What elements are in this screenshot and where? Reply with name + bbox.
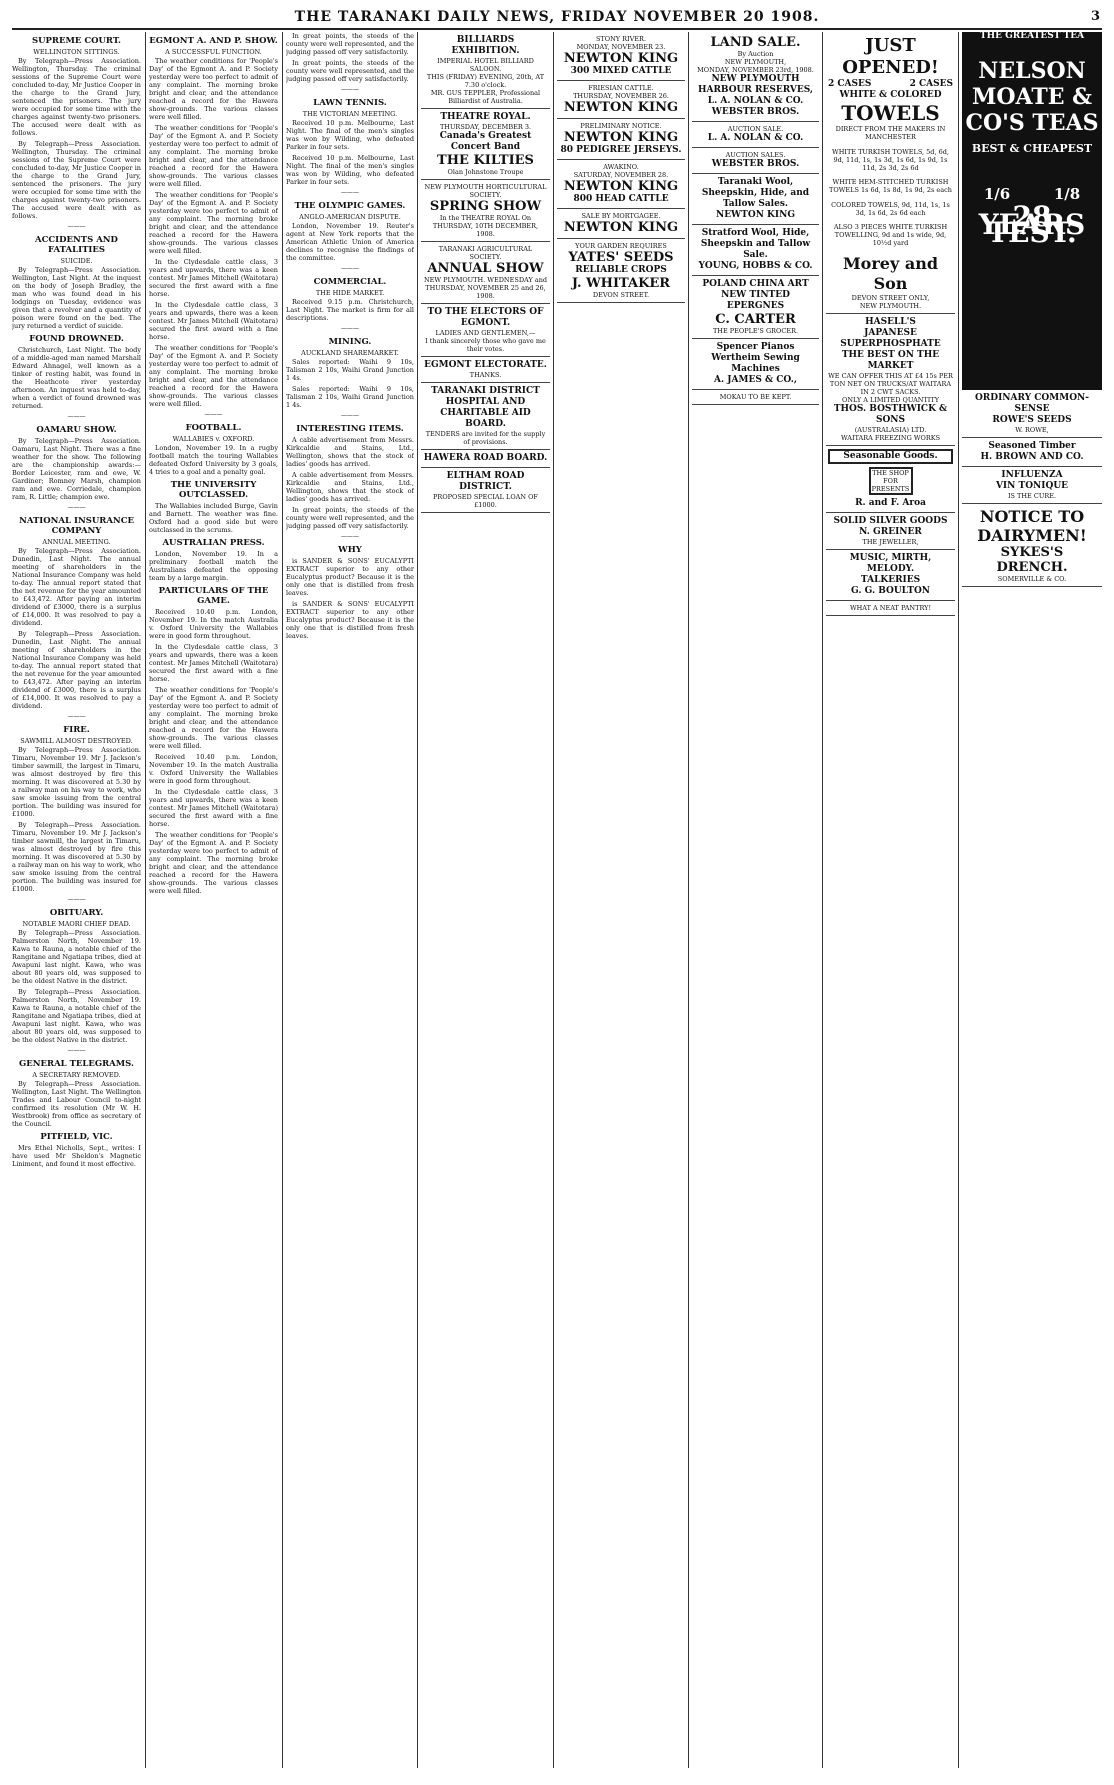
article-text: London, November 19. In a preliminary football match the Australians defeated the opposing team by a large margin. bbox=[149, 550, 278, 582]
column-1: SUPREME COURT. WELLINGTON SITTINGS. By Telegraph—Press Association. Wellington, Thursday. The criminal sessions of the Supreme Court were concluded to-day, Mr Justice Cooper in the charge to the Grand Jury, sentenced the prisoners. The jury were occupied for some time with the charges against twenty-two prisoners. The accused were dealt with as follows. By Telegraph—Press Association. Wellington, Thursday. The criminal sessions of the Supreme Court were concluded to-day, Mr Justice Cooper in the charge to the Grand Jury, sentenced the prisoners. The jury were occupied for some time with the charges against twenty-two prisoners. The accused were dealt with as follows. ——— ACCIDENTS AND FATALITIES SUICIDE. By Telegraph—Press Association. Wellington, Last Night. At the inquest on the body of Joseph Bradley, the man who was found dead in his lodgings on Tuesday, evidence was given that a revolver and a quantity of poison were found on the bed. The jury returned a verdict of suicide. FOUND DROWNED. Christchurch, Last Night. The body of a middle-aged man named Marshall Edward Ahnagel, well known as a tinker of resting habit, was found in the Heathcote river yesterday afternoon. An inquest was held to-day, when a verdict of found drowned was returned. ——— OAMARU SHOW. By Telegraph—Press Association. Oamaru, Last Night. There was a fine weather for the show. The following are the championship awards:—Border Leicester, ram and ewe, W. Gardiner; Romney Marsh, champion ram and ewe. Corriedale, champion ram, R. Little; champion ewe. ——— NATIONAL INSURANCE COMPANY ANNUAL MEETING. By Telegraph—Press Association. Dunedin, Last Night. The annual meeting of shareholders in the National Insurance Company was held to-day. The annual report stated that the net revenue for the year amounted to £43,472. After paying an interim dividend of £3000, there is a surplus of £14,000. It was resolved to pay a dividend. By Telegraph—Press Association. Dunedin, Last Night. The annual meeting of shareholders in the National Insurance Company was held to-day. The annual report stated that the net revenue for the year amounted to £43,472. After paying an interim dividend of £3000, there is a surplus of £14,000. It was resolved to pay a dividend. ——— FIRE. SAWMILL ALMOST DESTROYED. By Telegraph—Press Association. Timaru, November 19. Mr J. Jackson's timber sawmill, the largest in Timaru, was almost destroyed by fire this morning. It was discovered at 5.30 by a railway man on his way to work, who saw smoke issuing from the central portion. The building was insured for £1000. By Telegraph—Press Association. Timaru, November 19. Mr J. Jackson's timber sawmill, the largest in Timaru, was almost destroyed by fire this morning. It was discovered at 5.30 by a railway man on his way to work, who saw smoke issuing from the central portion. The building was insured for £1000. ——— OBITUARY. NOTABLE MAORI CHIEF DEAD. By Telegraph—Press Association. Palmerston North, November 19. Kawa te Rauna, a notable chief of the Rangitane and Ngatiapa tribes, died at Awapuni last night. Kawa, who was about 80 years old, was supposed to be the oldest Native in the district. By Telegraph—Press Association. Palmerston North, November 19. Kawa te Rauna, a notable chief of the Rangitane and Ngatiapa tribes, died at Awapuni last night. Kawa, who was about 80 years old, was supposed to be the oldest Native in the district. ——— GENERAL TELEGRAMS. A SECRETARY REMOVED. By Telegraph—Press Association. Wellington, Last Night. The Wellington Trades and Labour Council to-night confirmed its resolution (Mr W. H. Westbrook) from office as secretary of the Council. PITFIELD, VIC. Mrs Ethel Nicholls, Sept., writes: I have used Mr Sheldon's Magnetic Liniment, and found it most effective. bbox=[12, 36, 141, 1168]
subheadline: NOTABLE MAORI CHIEF DEAD. bbox=[22, 920, 131, 928]
article-text: London, November 19. Reuter's agent at New York reports that the American Athletic Union of America declines to recognise the findings of the committee. bbox=[286, 222, 414, 262]
article-text: is SANDER & SONS' EUCALYPTI EXTRACT superior to any other Eucalyptus product? Because it is the only one that is distilled from fresh leaves. bbox=[286, 557, 414, 597]
talkeries-ad: MUSIC, MIRTH, MELODY. TALKERIES G. G. BOULTON bbox=[826, 550, 955, 601]
article-text: By Telegraph—Press Association. Palmerston North, November 19. Kawa te Rauna, a notable chief of the Rangitane and Ngatiapa tribes, died at Awapuni last night. Kawa, who was about 80 years old, was supposed to be the oldest Native in the district. bbox=[12, 988, 141, 1044]
article-text: In the Clydesdale cattle class, 3 years and upwards, there was a keen contest. Mr James Mitchell (Waitotara) secured the first award with a fine horse. bbox=[149, 788, 278, 828]
seasonable-goods-ad: Seasonable Goods. THE SHOP FOR PRESENTS R. and F. Aroa bbox=[826, 446, 955, 513]
article-text: London, November 19. In a rugby football match the touring Wallabies defeated Oxford University by 3 goals, 4 tries to a goal and a penalty goal. bbox=[149, 444, 278, 476]
column-5 bbox=[557, 32, 685, 1768]
article-text: By Telegraph—Press Association. Wellington, Last Night. The Wellington Trades and Labour Council to-night confirmed its resolution (Mr W. H. Westbrook) from office as secretary of the Council. bbox=[12, 1080, 141, 1128]
article-text: By Telegraph—Press Association. Wellington, Thursday. The criminal sessions of the Supreme Court were concluded to-day, Mr Justice Cooper in the charge to the Grand Jury, sentenced the prisoners. The jury were occupied for some time with the charges against twenty-two prisoners. The accused were dealt with as follows. bbox=[12, 140, 141, 220]
headline: FIRE. bbox=[63, 725, 90, 735]
column-8 bbox=[962, 32, 1102, 1768]
headline: FOOTBALL. bbox=[185, 423, 242, 433]
stock-sale-ad: PRELIMINARY NOTICE. NEWTON KING 80 PEDIGREE JERSEYS. bbox=[557, 119, 685, 160]
land-sale-ad: LAND SALE. By Auction NEW PLYMOUTH, MONDAY, NOVEMBER 23rd, 1908. NEW PLYMOUTH HARBOUR RESERVES, L. A. NOLAN & CO. WEBSTER BROS. bbox=[692, 32, 819, 122]
auction-sales-ad: AUCTION SALES. WEBSTER BROS. bbox=[692, 148, 819, 174]
headline: LAWN TENNIS. bbox=[313, 98, 387, 108]
loan-notice: ELTHAM ROAD DISTRICT. PROPOSED SPECIAL LOAN OF £1000. bbox=[421, 468, 550, 513]
article-text: The weather conditions for 'People's Day' of the Egmont A. and P. Society yesterday were too perfect to admit of any complaint. The morning broke bright and clear, and the attendance reached a record for the Hawera show-grounds. The various classes were well filled. bbox=[149, 124, 278, 188]
column-rule bbox=[958, 32, 959, 1768]
grocer-ad: POLAND CHINA ART NEW TINTED EPERGNES C. CARTER THE PEOPLE'S GROCER. bbox=[692, 276, 819, 339]
headline: SUPREME COURT. bbox=[31, 36, 122, 46]
seeds-ad: ORDINARY COMMON-SENSE ROWE'S SEEDS W. ROWE, bbox=[962, 390, 1102, 438]
headline: AUSTRALIAN PRESS. bbox=[162, 538, 265, 548]
column-rule bbox=[553, 32, 554, 1768]
road-board-notice: HAWERA ROAD BOARD. bbox=[421, 450, 550, 468]
headline: THE OLYMPIC GAMES. bbox=[294, 201, 406, 211]
theatre-ad: THEATRE ROYAL. THURSDAY, DECEMBER 3. Canada's Greatest Concert Band THE KILTIES Olan Johnstone Troupe bbox=[421, 109, 550, 180]
page-number: 3 bbox=[1090, 9, 1100, 24]
article-text: Mrs Ethel Nicholls, Sept., writes: I have used Mr Sheldon's Magnetic Liniment, and found it most effective. bbox=[12, 1144, 141, 1168]
article-text: The weather conditions for 'People's Day' of the Egmont A. and P. Society yesterday were too perfect to admit of any complaint. The morning broke bright and clear, and the attendance reached a record for the Hawera show-grounds. The various classes were well filled. bbox=[149, 344, 278, 408]
column-rule bbox=[822, 32, 823, 1768]
column-rule bbox=[282, 32, 283, 1768]
column-3: In great points, the steeds of the county were well represented, and the judging passed off very satisfactorily. In great points, the steeds of the county were well represented, and the judging passed off very satisfactorily. ——— LAWN TENNIS. THE VICTORIAN MEETING. Received 10 p.m. Melbourne, Last Night. The final of the men's singles was won by Wilding, who defeated Parker in four sets. Received 10 p.m. Melbourne, Last Night. The final of the men's singles was won by Wilding, who defeated Parker in four sets. ——— THE OLYMPIC GAMES. ANGLO-AMERICAN DISPUTE. London, November 19. Reuter's agent at New York reports that the American Athletic Union of America declines to recognise the findings of the committee. ——— COMMERCIAL. THE HIDE MARKET. Received 9.15 p.m. Christchurch, Last Night. The market is firm for all descriptions. ——— MINING. AUCKLAND SHAREMARKET. Sales reported: Waihi 9 10s, Talisman 2 10s, Waihi Grand Junction 1 4s. Sales reported: Waihi 9 10s, Talisman 2 10s, Waihi Grand Junction 1 4s. ——— INTERESTING ITEMS. A cable advertisement from Messrs. Kirkcaldie and Stains, Ltd., Wellington, shows that the stock of ladies' goods has arrived. A cable advertisement from Messrs. Kirkcaldie and Stains, Ltd., Wellington, shows that the stock of ladies' goods has arrived. In great points, the steeds of the county were well represented, and the judging passed off very satisfactorily. ——— WHY is SANDER & SONS' EUCALYPTI EXTRACT superior to any other Eucalyptus product? Because it is the only one that is distilled from fresh leaves. is SANDER & SONS' EUCALYPTI EXTRACT superior to any other Eucalyptus product? Because it is the only one that is distilled from fresh leaves. bbox=[286, 32, 414, 640]
article-text: Sales reported: Waihi 9 10s, Talisman 2 10s, Waihi Grand Junction 1 4s. bbox=[286, 358, 414, 382]
headline: GENERAL TELEGRAMS. bbox=[19, 1059, 134, 1069]
article-text: By Telegraph—Press Association. Dunedin, Last Night. The annual meeting of shareholders in the National Insurance Company was held to-day. The annual report stated that the net revenue for the year amounted to £43,472. After paying an interim dividend of £3000, there is a surplus of £14,000. It was resolved to pay a dividend. bbox=[12, 547, 141, 627]
pianos-ad: Spencer Pianos Wertheim Sewing Machines A. JAMES & CO., bbox=[692, 339, 819, 390]
article-text: By Telegraph—Press Association. Timaru, November 19. Mr J. Jackson's timber sawmill, the largest in Timaru, was almost destroyed by fire this morning. It was discovered at 5.30 by a railway man on his way to work, who saw smoke issuing from the central portion. The building was insured for £1000. bbox=[12, 746, 141, 818]
headline: OBITUARY. bbox=[49, 908, 104, 918]
headline: WHY bbox=[338, 545, 362, 555]
silver-goods-ad: SOLID SILVER GOODS N. GREINER THE JEWELLER, bbox=[826, 513, 955, 550]
article-text: The weather conditions for 'People's Day' of the Egmont A. and P. Society yesterday were too perfect to admit of any complaint. The morning broke bright and clear, and the attendance reached a record for the Hawera show-grounds. The various classes were well filled. bbox=[149, 831, 278, 895]
stock-sale-ad: AWAKINO. SATURDAY, NOVEMBER 28. NEWTON KING 800 HEAD CATTLE bbox=[557, 160, 685, 209]
columns bbox=[12, 32, 1102, 1768]
headline: COMMERCIAL. bbox=[313, 277, 387, 287]
tea-ad: THE GREATEST TEA NELSON MOATE & CO'S TEAS BEST & CHEAPEST 1/6 1/8 28 YEARS TEST. bbox=[962, 32, 1102, 390]
subheadline: SUICIDE. bbox=[60, 257, 93, 265]
influenza-ad: INFLUENZA VIN TONIQUE IS THE CURE. bbox=[962, 467, 1102, 504]
stock-sale-ad: STONY RIVER. MONDAY, NOVEMBER 23. NEWTON KING 300 MIXED CATTLE bbox=[557, 32, 685, 81]
article-text: By Telegraph—Press Association. Dunedin, Last Night. The annual meeting of shareholders in the National Insurance Company was held to-day. The annual report stated that the net revenue for the year amounted to £43,472. After paying an interim dividend of £3000, there is a surplus of £14,000. It was resolved to pay a dividend. bbox=[12, 630, 141, 710]
newspaper-page bbox=[12, 8, 1102, 1768]
article-text: The Wallabies included Burge, Gavin and Barnett. The weather was fine. Oxford had a good side but were outclassed in the scrums. bbox=[149, 502, 278, 534]
article-text: Received 10.40 p.m. London, November 19. In the match Australia v. Oxford University the Wallabies were in good form throughout. bbox=[149, 753, 278, 785]
column-rule bbox=[417, 32, 418, 1768]
subheadline: THE HIDE MARKET. bbox=[315, 289, 385, 297]
column-rule bbox=[145, 32, 146, 1768]
article-text: By Telegraph—Press Association. Palmerston North, November 19. Kawa te Rauna, a notable chief of the Rangitane and Ngatiapa tribes, died at Awapuni last night. Kawa, who was about 80 years old, was supposed to be the oldest Native in the district. bbox=[12, 929, 141, 985]
subheadline: A SUCCESSFUL FUNCTION. bbox=[165, 48, 262, 56]
hospital-notice: TARANAKI DISTRICT HOSPITAL AND CHARITABLE AID BOARD. TENDERS are invited for the supply of provisions. bbox=[421, 383, 550, 450]
electorate-notice: EGMONT ELECTORATE. THANKS. bbox=[421, 357, 550, 383]
wool-sale-ad: Taranaki Wool, Sheepskin, Hide, and Tallow Sales. NEWTON KING bbox=[692, 174, 819, 225]
article-text: The weather conditions for 'People's Day' of the Egmont A. and P. Society yesterday were too perfect to admit of any complaint. The morning broke bright and clear, and the attendance reached a record for the Hawera show-grounds. The various classes were well filled. bbox=[149, 686, 278, 750]
article-text: Christchurch, Last Night. The body of a middle-aged man named Marshall Edward Ahnagel, well known as a tinker of resting habit, was found in the Heathcote river yesterday afternoon. An inquest was held to-day, when a verdict of found drowned was returned. bbox=[12, 346, 141, 410]
dairymen-ad: NOTICE TO DAIRYMEN! SYKES'S DRENCH. SOMERVILLE & CO. bbox=[962, 504, 1102, 587]
headline: OAMARU SHOW. bbox=[36, 425, 117, 435]
article-text: In the Clydesdale cattle class, 3 years and upwards, there was a keen contest. Mr James Mitchell (Waitotara) secured the first award with a fine horse. bbox=[149, 258, 278, 298]
article-text: In the Clydesdale cattle class, 3 years and upwards, there was a keen contest. Mr James Mitchell (Waitotara) secured the first award with a fine horse. bbox=[149, 301, 278, 341]
billiards-ad: BILLIARDS EXHIBITION. IMPERIAL HOTEL BILLIARD SALOON. THIS (FRIDAY) EVENING, 20th, AT 7.30 o'clock. MR. GUS TEPPLER, Professional Billiardist of Australia. bbox=[421, 32, 550, 109]
masthead bbox=[12, 8, 1102, 30]
stock-sale-ad: SALE BY MORTGAGEE. NEWTON KING bbox=[557, 209, 685, 239]
seeds-ad: YOUR GARDEN REQUIRES YATES' SEEDS RELIABLE CROPS J. WHITAKER DEVON STREET. bbox=[557, 239, 685, 303]
column-2: EGMONT A. AND P. SHOW. A SUCCESSFUL FUNCTION. The weather conditions for 'People's Day' of the Egmont A. and P. Society yesterday were too perfect to admit of any complaint. The morning broke bright and clear, and the attendance reached a record for the Hawera show-grounds. The various classes were well filled. The weather conditions for 'People's Day' of the Egmont A. and P. Society yesterday were too perfect to admit of any complaint. The morning broke bright and clear, and the attendance reached a record for the Hawera show-grounds. The various classes were well filled. The weather conditions for 'People's Day' of the Egmont A. and P. Society yesterday were too perfect to admit of any complaint. The morning broke bright and clear, and the attendance reached a record for the Hawera show-grounds. The various classes were well filled. In the Clydesdale cattle class, 3 years and upwards, there was a keen contest. Mr James Mitchell (Waitotara) secured the first award with a fine horse. In the Clydesdale cattle class, 3 years and upwards, there was a keen contest. Mr James Mitchell (Waitotara) secured the first award with a fine horse. The weather conditions for 'People's Day' of the Egmont A. and P. Society yesterday were too perfect to admit of any complaint. The morning broke bright and clear, and the attendance reached a record for the Hawera show-grounds. The various classes were well filled. ——— FOOTBALL. WALLABIES v. OXFORD. London, November 19. In a rugby football match the touring Wallabies defeated Oxford University by 3 goals, 4 tries to a goal and a penalty goal. THE UNIVERSITY OUTCLASSED. The Wallabies included Burge, Gavin and Barnett. The weather was fine. Oxford had a good side but were outclassed in the scrums. AUSTRALIAN PRESS. London, November 19. In a preliminary football match the Australians defeated the opposing team by a large margin. PARTICULARS OF THE GAME. Received 10.40 p.m. London, November 19. In the match Australia v. Oxford University the Wallabies were in good form throughout. In the Clydesdale cattle class, 3 years and upwards, there was a keen contest. Mr James Mitchell (Waitotara) secured the first award with a fine horse. The weather conditions for 'People's Day' of the Egmont A. and P. Society yesterday were too perfect to admit of any complaint. The morning broke bright and clear, and the attendance reached a record for the Hawera show-grounds. The various classes were well filled. Received 10.40 p.m. London, November 19. In the match Australia v. Oxford University the Wallabies were in good form throughout. In the Clydesdale cattle class, 3 years and upwards, there was a keen contest. Mr James Mitchell (Waitotara) secured the first award with a fine horse. The weather conditions for 'People's Day' of the Egmont A. and P. Society yesterday were too perfect to admit of any complaint. The morning broke bright and clear, and the attendance reached a record for the Hawera show-grounds. The various classes were well filled. bbox=[149, 36, 278, 895]
mokau-notice: MOKAU TO BE KEPT. bbox=[692, 390, 819, 405]
article-text: Received 9.15 p.m. Christchurch, Last Night. The market is firm for all descriptions. bbox=[286, 298, 414, 322]
article-text: By Telegraph—Press Association. Wellington, Thursday. The criminal sessions of the Supreme Court were concluded to-day, Mr Justice Cooper in the charge to the Grand Jury, sentenced the prisoners. The jury were occupied for some time with the charges against twenty-two prisoners. The accused were dealt with as follows. bbox=[12, 57, 141, 137]
towels-ad: JUST OPENED! 2 CASES 2 CASES WHITE & COLORED TOWELS DIRECT FROM THE MAKERS IN MANCHESTER WHITE TURKISH TOWELS, 5d, 6d, 9d, 11d, 1s, 1s 3d, 1s 6d, 1s 9d, 1s 11d, 2s 3d, 2s 6d WHITE HEM-STITCHED TURKISH TOWELS 1s 6d, 1s 8d, 1s 9d, 2s each COLORED TOWELS, 9d, 11d, 1s, 1s 3d, 1s 6d, 2s 6d each ALSO 3 PIECES WHITE TURKISH TOWELLING, 9d and 1s wide, 9d, 10½d yard Morey and Son DEVON STREET ONLY, NEW PLYMOUTH. bbox=[826, 32, 955, 314]
subheadline: ANNUAL MEETING. bbox=[42, 538, 111, 546]
article-text: The weather conditions for 'People's Day' of the Egmont A. and P. Society yesterday were too perfect to admit of any complaint. The morning broke bright and clear, and the attendance reached a record for the Hawera show-grounds. The various classes were well filled. bbox=[149, 57, 278, 121]
headline: EGMONT A. AND P. SHOW. bbox=[149, 36, 278, 46]
wool-sale-ad: Stratford Wool, Hide, Sheepskin and Tallow Sale. YOUNG, HOBBS & CO. bbox=[692, 225, 819, 276]
article-text: The weather conditions for 'People's Day' of the Egmont A. and P. Society yesterday were too perfect to admit of any complaint. The morning broke bright and clear, and the attendance reached a record for the Hawera show-grounds. The various classes were well filled. bbox=[149, 191, 278, 255]
headline: NATIONAL INSURANCE COMPANY bbox=[19, 516, 134, 536]
headline: PITFIELD, VIC. bbox=[40, 1132, 113, 1142]
column-6 bbox=[692, 32, 819, 1768]
column-7 bbox=[826, 32, 955, 1768]
article-text: In great points, the steeds of the county were well represented, and the judging passed off very satisfactorily. bbox=[286, 32, 414, 56]
article-text: is SANDER & SONS' EUCALYPTI EXTRACT superior to any other Eucalyptus product? Because it is the only one that is distilled from fresh leaves. bbox=[286, 600, 414, 640]
electors-notice: TO THE ELECTORS OF EGMONT. LADIES AND GENTLEMEN,— I thank sincerely those who gave me their votes. bbox=[421, 304, 550, 357]
headline: FOUND DROWNED. bbox=[29, 334, 124, 344]
subheadline: WALLABIES v. OXFORD. bbox=[172, 435, 255, 443]
pantry-ad: WHAT A NEAT PANTRY! bbox=[826, 601, 955, 616]
subheadline: SAWMILL ALMOST DESTROYED. bbox=[20, 737, 133, 745]
subheadline: THE VICTORIAN MEETING. bbox=[302, 110, 398, 118]
article-text: Received 10.40 p.m. London, November 19. In the match Australia v. Oxford University the Wallabies were in good form throughout. bbox=[149, 608, 278, 640]
article-text: By Telegraph—Press Association. Oamaru, Last Night. There was a fine weather for the show. The following are the championship awards:—Border Leicester, ram and ewe, W. Gardiner; Romney Marsh, champion ram and ewe. Corriedale, champion ram, R. Little; champion ewe. bbox=[12, 437, 141, 501]
article-text: By Telegraph—Press Association. Wellington, Last Night. At the inquest on the body of Joseph Bradley, the man who was found dead in his lodgings on Tuesday, evidence was given that a revolver and a quantity of poison were found on the bed. The jury returned a verdict of suicide. bbox=[12, 266, 141, 330]
column-4 bbox=[421, 32, 550, 1768]
article-text: In great points, the steeds of the county were well represented, and the judging passed off very satisfactorily. bbox=[286, 506, 414, 530]
article-text: A cable advertisement from Messrs. Kirkcaldie and Stains, Ltd., Wellington, shows that the stock of ladies' goods has arrived. bbox=[286, 471, 414, 503]
subheadline: ANGLO-AMERICAN DISPUTE. bbox=[299, 213, 401, 221]
headline: THE UNIVERSITY OUTCLASSED. bbox=[170, 480, 257, 500]
superphosphate-ad: HASELL'S JAPANESE SUPERPHOSPHATE THE BEST ON THE MARKET WE CAN OFFER THIS AT £4 15s PER TON NET ON TRUCKS/AT WAITARA IN 2 CWT SACKS. ONLY A LIMITED QUANTITY THOS. BOSTHWICK & SONS (AUSTRALASIA) LTD. WAITARA FREEZING WORKS bbox=[826, 314, 955, 446]
article-text: Received 10 p.m. Melbourne, Last Night. The final of the men's singles was won by Wilding, who defeated Parker in four sets. bbox=[286, 154, 414, 186]
timber-ad: Seasoned Timber H. BROWN AND CO. bbox=[962, 438, 1102, 467]
stock-sale-ad: FRIESIAN CATTLE. THURSDAY, NOVEMBER 26. NEWTON KING bbox=[557, 81, 685, 119]
article-text: Sales reported: Waihi 9 10s, Talisman 2 10s, Waihi Grand Junction 1 4s. bbox=[286, 385, 414, 409]
horticultural-ad: NEW PLYMOUTH HORTICULTURAL SOCIETY. SPRING SHOW In the THEATRE ROYAL On THURSDAY, 10TH DECEMBER, 1908. bbox=[421, 180, 550, 242]
headline: PARTICULARS OF THE GAME. bbox=[158, 586, 269, 606]
article-text: Received 10 p.m. Melbourne, Last Night. The final of the men's singles was won by Wilding, who defeated Parker in four sets. bbox=[286, 119, 414, 151]
headline: INTERESTING ITEMS. bbox=[296, 424, 404, 434]
subheadline: WELLINGTON SITTINGS. bbox=[33, 48, 120, 56]
headline: ACCIDENTS AND FATALITIES bbox=[35, 235, 118, 255]
masthead-title: THE TARANAKI DAILY NEWS, FRIDAY NOVEMBER 20 1908. bbox=[294, 9, 820, 25]
subheadline: A SECRETARY REMOVED. bbox=[32, 1071, 121, 1079]
column-rule bbox=[688, 32, 689, 1768]
auction-sale-ad: AUCTION SALE. L. A. NOLAN & CO. bbox=[692, 122, 819, 148]
article-text: In the Clydesdale cattle class, 3 years and upwards, there was a keen contest. Mr James Mitchell (Waitotara) secured the first award with a fine horse. bbox=[149, 643, 278, 683]
subheadline: AUCKLAND SHAREMARKET. bbox=[301, 349, 399, 357]
article-text: By Telegraph—Press Association. Timaru, November 19. Mr J. Jackson's timber sawmill, the largest in Timaru, was almost destroyed by fire this morning. It was discovered at 5.30 by a railway man on his way to work, who saw smoke issuing from the central portion. The building was insured for £1000. bbox=[12, 821, 141, 893]
article-text: In great points, the steeds of the county were well represented, and the judging passed off very satisfactorily. bbox=[286, 59, 414, 83]
headline: MINING. bbox=[328, 337, 372, 347]
article-text: A cable advertisement from Messrs. Kirkcaldie and Stains, Ltd., Wellington, shows that the stock of ladies' goods has arrived. bbox=[286, 436, 414, 468]
agricultural-ad: TARANAKI AGRICULTURAL SOCIETY. ANNUAL SHOW NEW PLYMOUTH. WEDNESDAY and THURSDAY, NOVEMBER 25 and 26, 1908. bbox=[421, 242, 550, 304]
